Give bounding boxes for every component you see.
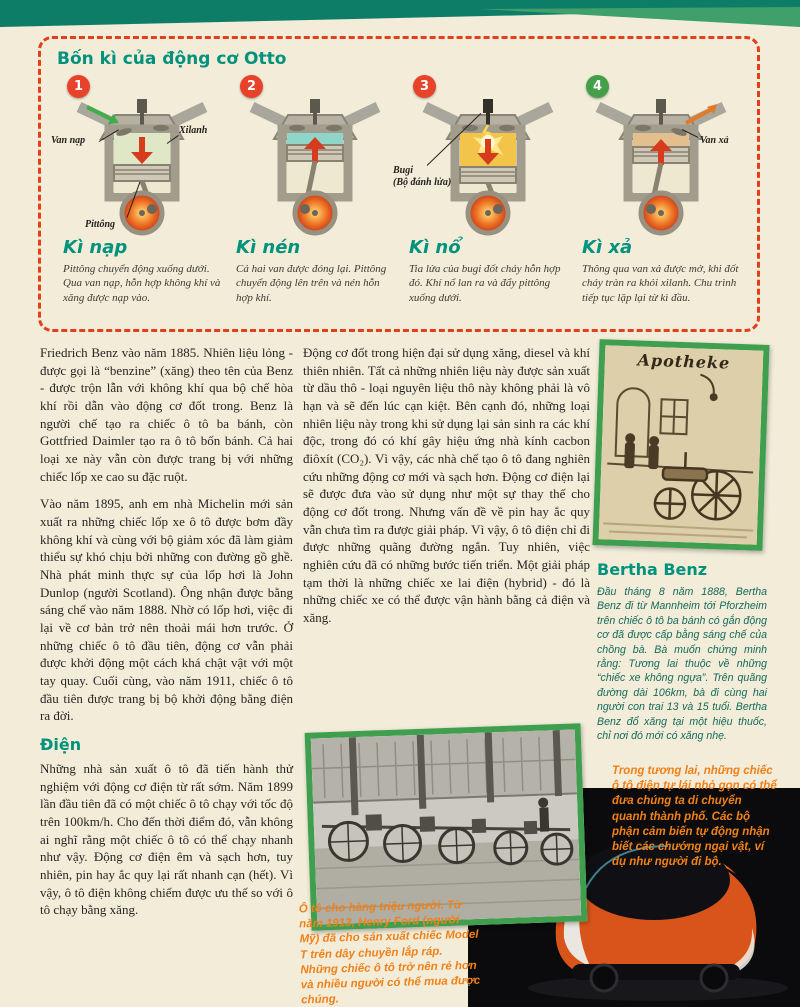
stroke-row	[51, 71, 747, 305]
stroke-number-badge: 4	[586, 75, 609, 98]
engine-stroke-2	[228, 71, 401, 305]
stroke-name: Kì nạp	[63, 237, 128, 258]
stroke-name: Kì nén	[236, 237, 301, 258]
stroke-name: Kì nổ	[409, 237, 461, 258]
stroke-number-badge: 3	[413, 75, 436, 98]
engine-stroke-3	[393, 71, 574, 305]
ford-caption: Ô tô cho hàng triệu người. Từ năm 1913, Henry Ford (người Mỹ) đã cho sản xuất chiếc Model T trên dây chuyền lắp ráp. Những chiếc ô tô trở nên rẻ hơn và nhiều người có thể mua được chúng.	[298, 899, 481, 1007]
stroke-number-badge: 2	[240, 75, 263, 98]
engine-diagram-compression	[240, 87, 390, 237]
bertha-photo	[592, 339, 769, 551]
sidebar-bertha	[597, 556, 767, 743]
paragraph: Friedrich Benz vào năm 1885. Nhiên liệu lỏng - được gọi là “benzine” (xăng) theo tên của Benz - được trộn lẫn với không khí qua bộ chế hòa khí rồi dẫn vào động cơ đốt trong. Benz là người chế tạo ra chiếc ô tô ba bánh, còn Gottfried Daimler tạo ra ô tô bốn bánh. Cả hai loại xe này vẫn còn được trang bị với những chiếc lốp xe cao su đặc ruột.	[40, 345, 293, 484]
label-bugi-sub: (Bộ đánh lửa)	[393, 177, 452, 188]
stroke-description: Cả hai van được đóng lại. Pittông chuyển động lên trên và nén hỗn hợp khí.	[236, 263, 387, 304]
stroke-description: Pittông chuyển động xuống dưới. Qua van nạp, hỗn hợp không khí và xăng được nạp vào.	[63, 263, 221, 304]
engine-diagram-intake	[67, 87, 217, 237]
paragraph: Động cơ đốt trong hiện đại sử dụng xăng, diesel và khí thiên nhiên. Tất cả những nhiên liệu này được sản xuất từ dầu thô - loại nguyên liệu thô này không phải là vô hạn và sẽ đến lúc cạn kiệt. Bên cạnh đó, những loại nhiên liệu này trong khi sử dụng lại sản sinh ra các khí độc, trong đó có khí gây hiệu ứng nhà kính cacbon điôxít (CO₂). Vì vậy, các nhà chế tạo ô tô đang nghiên cứu những động cơ mới và sạch hơn. Động cơ điện lại sẽ được đưa vào sử dụng như một sự thay thế cho động cơ đốt trong. Nhưng vấn đề về pin hay ắc quy vẫn chưa tìm ra được giải pháp. Vì vậy, ô tô điện chỉ đi được những quãng đường ngắn. Tuy nhiên, việc nghiên cứu đã có những bước tiến triển. Một giải pháp tạm thời là những chiếc xe lai điện (hybrid) - đó là những chiếc xe có thể được vận hành bằng cả điện và xăng.	[303, 345, 590, 626]
panel-title: Bốn kì của động cơ Otto	[57, 49, 287, 69]
paragraph: Vào năm 1895, anh em nhà Michelin mới sản xuất ra những chiếc lốp xe ô tô được bơm đầy không khí và cùng với bộ giảm xóc đã làm giảm thiểu sự khó chịu bởi những con đường gồ ghề. Nhà phát minh thực sự của lốp hơi là John Dunlop (người Scotland). Ông nhận được bằng sáng chế vào năm 1888. Nhờ có lốp hơi, việc đi lại về cơ bản trở nên thoải mái hơn trước. Ở những chiếc ô tô đầu tiên, động cơ vẫn phải được khởi động một cách khá chật vật với một tay quay. Cuối cùng, vào năm 1911, chiếc ô tô đầu tiên được trang bị bộ khởi động bằng điện ra đời.	[40, 496, 293, 724]
engine-stroke-1	[51, 71, 228, 305]
apotheke-sign: Apotheke	[637, 350, 731, 373]
bertha-photo-illustration	[599, 345, 764, 544]
label-xilanh: Xilanh	[179, 125, 208, 136]
engine-diagram-exhaust	[586, 87, 736, 237]
label-van-nap: Van nạp	[51, 135, 86, 146]
engine-stroke-4	[574, 71, 747, 305]
future-caption: Trong tương lai, những chiếc ô tô điện tự lái nhỏ gọn có thể đưa chúng ta di chuyển quanh thành phố. Các bộ phận cảm biến tự động nhận biết các chướng ngại vật, ví dụ như người đi bộ.	[612, 765, 777, 869]
stroke-number-badge: 1	[67, 75, 90, 98]
stroke-name: Kì xả	[582, 237, 633, 258]
top-banner	[0, 0, 800, 36]
stroke-description: Tia lửa của bugi đốt cháy hỗn hợp đó. Khí nổ lan ra và đẩy pittông xuống dưới.	[409, 263, 561, 304]
otto-cycle-panel	[38, 36, 760, 332]
engine-diagram-power	[413, 87, 563, 237]
article-column-left	[40, 344, 293, 929]
label-bugi: Bugi	[393, 165, 414, 176]
assembly-line-illustration	[311, 729, 581, 924]
stroke-description: Thông qua van xả được mở, khi đốt cháy tràn ra khỏi xilanh. Chu trình tiếp tục lặp lại từ kì đầu.	[582, 263, 739, 304]
label-van-xa: Van xả	[700, 135, 729, 146]
label-pittong: Pittông	[85, 219, 116, 230]
section-heading-dien: Điện	[40, 735, 82, 755]
sidebar-text: Đầu tháng 8 năm 1888, Bertha Benz đi từ Mannheim tới Pforzheim trên chiếc ô tô ba bánh có gắn động cơ đã được cấp bằng sáng chế của chồng bà. Bà muốn chứng minh rằng: Tương lai thuộc về những “chiếc xe không ngựa”. Trên quãng đường dài 106km, bà đi cùng hai người con trai 13 và 15 tuổi. Bertha Benz đổ xăng tại một hiệu thuốc, chỉ nơi đó mới có xăng nhẹ.	[597, 586, 767, 743]
sidebar-heading: Bertha Benz	[597, 560, 708, 579]
article-column-right	[303, 344, 590, 637]
paragraph: Những nhà sản xuất ô tô đã tiến hành thử nghiệm với động cơ điện từ rất sớm. Năm 1899 lần đầu tiên đã có một chiếc ô tô chạy với tốc độ trên 100km/h. Cho đến thời điểm đó, vẫn không ai nghĩ rằng một chiếc ô tô có thể chạy nhanh như vậy. Động cơ điện êm và sạch hơn, tuy nhiên, pin hay ắc quy lại rất nhanh cạn (hết). Vì vậy, ô tô điện không chiếm được ưu thế so với ô tô chạy bằng xăng.	[40, 761, 293, 918]
